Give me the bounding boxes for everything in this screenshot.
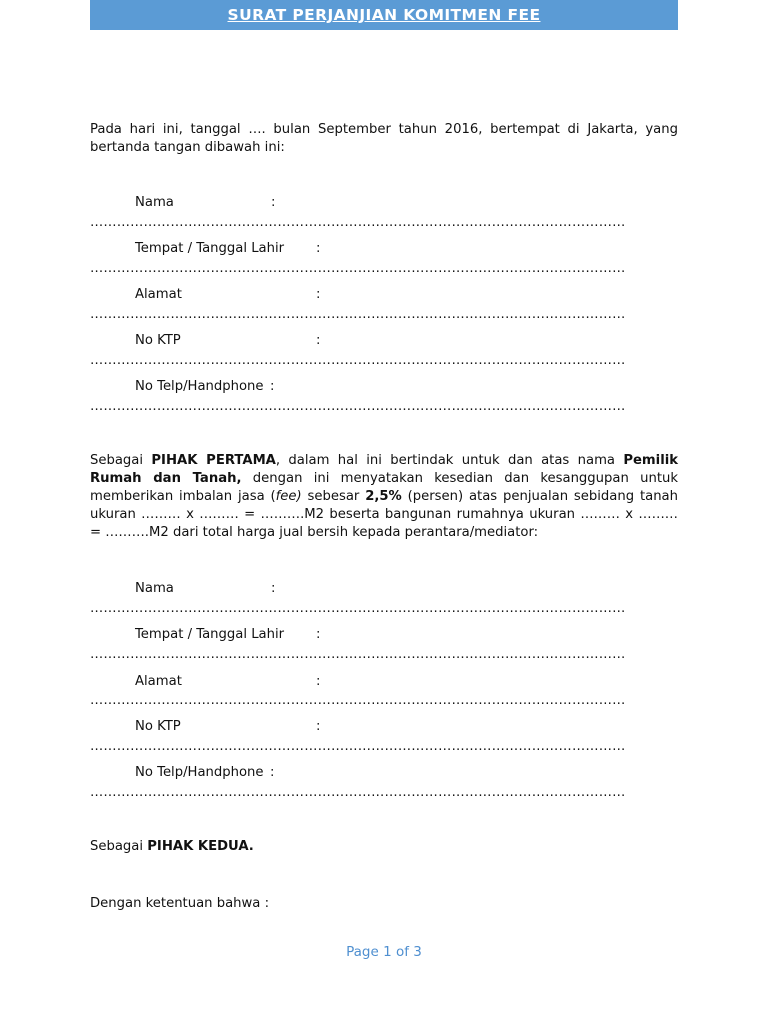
pemilik-label: Pemilik Rumah dan Tanah, — [90, 453, 679, 486]
page-number: Page 1 of 3 — [346, 944, 422, 960]
fee-term: fee) — [275, 489, 302, 504]
p2-alamat-colon: : — [316, 674, 321, 689]
p1-telp-label: No Telp/Handphone — [135, 379, 264, 394]
p1-telp-colon: : — [270, 379, 275, 394]
p2-telp-label: No Telp/Handphone — [135, 765, 264, 780]
fee-percentage: 2,5% — [365, 489, 402, 504]
p2-alamat-label: Alamat — [135, 674, 182, 689]
p2-ttl-colon: : — [316, 627, 321, 642]
p2-nama-colon: : — [271, 581, 276, 596]
p2-ttl-dotted-line: ………………………………………………………………………………………………………… — [90, 648, 626, 662]
p1-telp-dotted-line: ………………………………………………………………………………………………………… — [90, 400, 626, 414]
p2-telp-colon: : — [270, 765, 275, 780]
p1-ttl-dotted-line: ………………………………………………………………………………………………………… — [90, 262, 626, 276]
p2-ttl-label: Tempat / Tanggal Lahir — [135, 627, 285, 642]
p1-ktp-dotted-line: ………………………………………………………………………………………………………… — [90, 354, 626, 368]
pihak-pertama-label: PIHAK PERTAMA — [151, 453, 276, 468]
p2-ktp-colon: : — [316, 719, 321, 734]
intro-paragraph: Pada hari ini, tanggal …. bulan September tahun 2016, bertempat di Jakarta, yang bertanda tangan dibawah ini: — [90, 122, 678, 155]
document-title: SURAT PERJANJIAN KOMITMEN FEE — [90, 0, 678, 30]
pihak-kedua-label: PIHAK KEDUA. — [147, 839, 254, 854]
p2-nama-dotted-line: ………………………………………………………………………………………………………… — [90, 602, 626, 616]
p2-ktp-dotted-line: ………………………………………………………………………………………………………… — [90, 740, 626, 754]
p1-alamat-dotted-line: ………………………………………………………………………………………………………… — [90, 308, 626, 322]
p1-ktp-label: No KTP — [135, 333, 181, 348]
p2-ktp-label: No KTP — [135, 719, 181, 734]
p1-nama-dotted-line: ………………………………………………………………………………………………………… — [90, 216, 626, 230]
party1-statement: Sebagai PIHAK PERTAMA, dalam hal ini bertindak untuk dan atas nama Pemilik Rumah dan Tanah, dengan ini menyatakan kesedian dan kesanggupan untuk memberikan imbalan jasa (fee) sebesar 2,5% (persen) atas penjualan sebidang tanah ukuran ……… x ……… = ……….M2 beserta bangunan rumahnya ukuran ……… x ……… = ……….M2 dari total harga jual bersih kepada perantara/mediator: — [90, 453, 679, 540]
p2-alamat-dotted-line: ………………………………………………………………………………………………………… — [90, 694, 626, 708]
p1-ttl-colon: : — [316, 241, 321, 256]
p1-ttl-label: Tempat / Tanggal Lahir — [135, 241, 285, 256]
p1-ktp-colon: : — [316, 333, 321, 348]
p1-alamat-colon: : — [316, 287, 321, 302]
party2-statement: Sebagai PIHAK KEDUA. — [90, 839, 254, 854]
p2-telp-dotted-line: ………………………………………………………………………………………………………… — [90, 786, 626, 800]
p1-nama-label: Nama — [135, 195, 174, 210]
terms-intro: Dengan ketentuan bahwa : — [90, 896, 270, 911]
p2-nama-label: Nama — [135, 581, 174, 596]
p1-nama-colon: : — [271, 195, 276, 210]
p1-alamat-label: Alamat — [135, 287, 182, 302]
